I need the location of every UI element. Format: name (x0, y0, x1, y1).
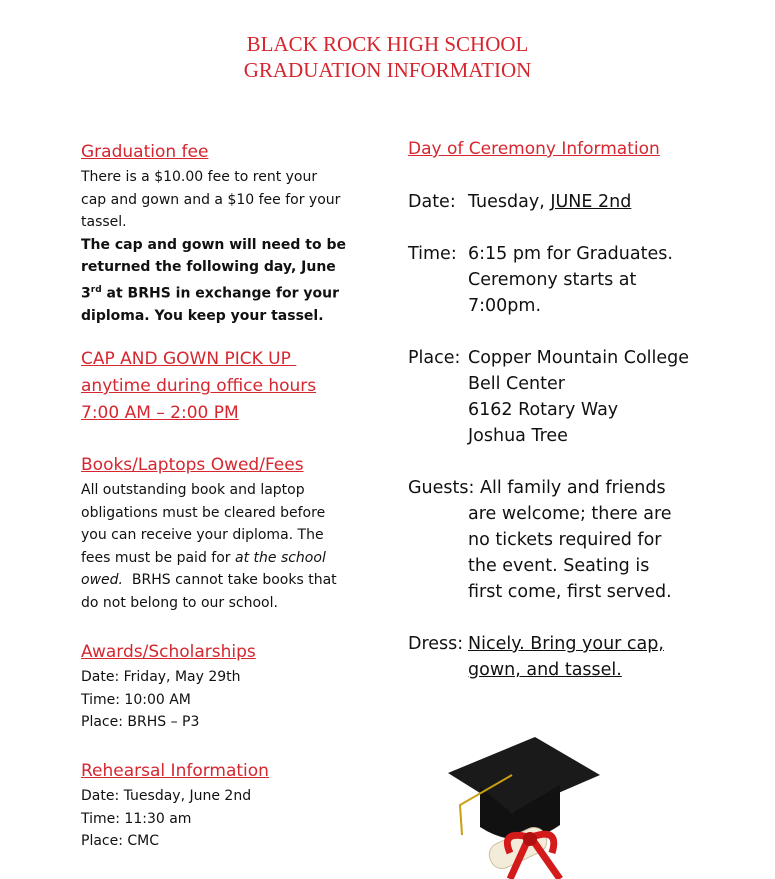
ceremony-section (408, 136, 768, 683)
label: Dress: (408, 634, 464, 654)
superscript: rd (90, 284, 102, 295)
guests-row (408, 475, 768, 605)
label: Guests: (408, 478, 475, 498)
text-line: Ceremony starts at (468, 270, 637, 290)
text: 3 (81, 285, 91, 302)
text-line: cap and gown and a $10 fee for your (81, 191, 341, 208)
document-title: GRADUATION INFORMATION (243, 58, 532, 82)
books-section (81, 452, 381, 614)
text-line: Date: Tuesday, June 2nd (81, 788, 252, 804)
dress-row (408, 631, 768, 683)
section-heading: Awards/Scholarships (81, 642, 256, 662)
text: owed. (81, 572, 123, 588)
text-line: Nicely. Bring your cap, (468, 634, 664, 654)
text: at BRHS in exchange for your (101, 285, 339, 302)
text-line: 6162 Rotary Way (468, 400, 619, 420)
text-line: 7:00pm. (468, 296, 542, 316)
text-line (81, 547, 381, 570)
text-line: are welcome; there are (468, 504, 672, 524)
text-line: All outstanding book and laptop (81, 482, 305, 498)
date-value: JUNE 2nd (550, 192, 632, 212)
text: Tuesday, (468, 192, 551, 212)
text-line: returned the following day, June (81, 259, 336, 275)
text-line: Place: BRHS – P3 (81, 714, 200, 730)
text-line: Time: 10:00 AM (81, 691, 191, 708)
awards-section (81, 639, 381, 734)
school-title: BLACK ROCK HIGH SCHOOL (246, 32, 529, 56)
pickup-section (81, 346, 381, 427)
section-heading: Day of Ceremony Information (408, 139, 660, 159)
text-line: Copper Mountain College (468, 348, 690, 368)
section-heading: anytime during office hours (81, 376, 317, 396)
rehearsal-section (81, 758, 381, 853)
text-line: do not belong to our school. (81, 594, 278, 611)
text-line: diploma. You keep your tassel. (81, 307, 324, 324)
text-line: no tickets required for (468, 530, 662, 550)
date-row (408, 189, 768, 215)
text-line: Place: CMC (81, 833, 160, 849)
label: Date: (408, 192, 456, 212)
text-line: you can receive your diploma. The (81, 527, 324, 543)
text-line: obligations must be cleared before (81, 504, 326, 521)
section-heading: Graduation fee (81, 142, 209, 162)
label: Time: (408, 244, 457, 264)
text-line (81, 279, 381, 305)
section-heading: 7:00 AM – 2:00 PM (81, 403, 239, 423)
text: BRHS cannot take books that (122, 572, 337, 588)
section-heading: Books/Laptops Owed/Fees (81, 455, 304, 475)
text-line: the event. Seating is (468, 556, 650, 576)
text-line: Time: 11:30 am (81, 810, 192, 827)
text-line: 6:15 pm for Graduates. (468, 244, 673, 264)
section-heading: CAP AND GOWN PICK UP (81, 349, 297, 369)
graduation-fee-section (81, 139, 381, 327)
text-line: Date: Friday, May 29th (81, 669, 241, 685)
text: at the school (235, 549, 326, 566)
text-line: gown, and tassel. (468, 660, 622, 680)
text-line: tassel. (81, 214, 127, 230)
text-line (81, 569, 381, 592)
graduation-cap-diploma-icon (440, 735, 610, 879)
label: Place: (408, 348, 461, 368)
place-row (408, 345, 768, 449)
text-line: All family and friends (480, 478, 666, 498)
text-line: Joshua Tree (468, 426, 568, 446)
text-line: Bell Center (468, 374, 565, 394)
text-line: There is a $10.00 fee to rent your (81, 169, 318, 185)
text-line: first come, first served. (468, 582, 672, 602)
time-row (408, 241, 768, 319)
text-line: The cap and gown will need to be (81, 236, 347, 253)
text: fees must be paid for (81, 549, 235, 566)
section-heading: Rehearsal Information (81, 761, 269, 781)
